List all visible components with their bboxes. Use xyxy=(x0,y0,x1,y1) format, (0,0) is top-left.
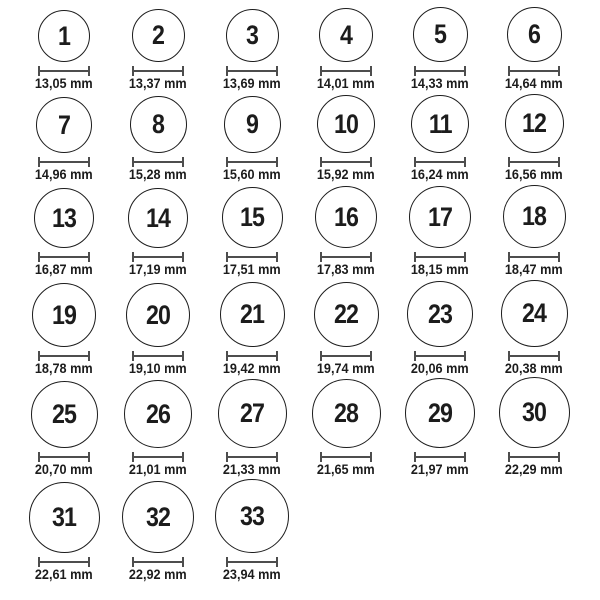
ring-size-number: 9 xyxy=(245,109,259,139)
ring-size-number: 2 xyxy=(151,20,165,50)
diameter-measure-line xyxy=(226,557,278,567)
diameter-measure-line xyxy=(132,66,184,76)
ring-circle xyxy=(411,95,469,153)
ring-size-number: 22 xyxy=(333,299,359,329)
ring-circle xyxy=(36,97,92,153)
diameter-label: 16,56 mm xyxy=(505,167,563,182)
diameter-label: 15,60 mm xyxy=(223,167,281,182)
diameter-measure-line xyxy=(414,351,466,361)
ring-size-item xyxy=(111,380,205,478)
diameter-measure-line xyxy=(132,252,184,262)
ring-size-item xyxy=(17,188,111,278)
diameter-measure-line xyxy=(508,351,560,361)
ring-size-number: 31 xyxy=(51,502,77,532)
diameter-measure-line xyxy=(320,252,372,262)
diameter-measure-line xyxy=(132,157,184,167)
ring-size-number: 30 xyxy=(521,397,547,427)
diameter-label: 19,10 mm xyxy=(129,361,187,376)
ring-size-item xyxy=(205,282,299,377)
ring-size-item xyxy=(17,482,111,583)
ring-circle xyxy=(226,9,279,62)
ring-circle xyxy=(503,185,566,248)
diameter-label: 19,42 mm xyxy=(223,361,281,376)
diameter-label: 21,33 mm xyxy=(223,462,281,477)
ring-size-item xyxy=(111,283,205,377)
diameter-measure-line xyxy=(226,351,278,361)
diameter-measure-line xyxy=(38,66,90,76)
ring-circle xyxy=(312,379,381,448)
diameter-label: 17,19 mm xyxy=(129,262,187,277)
ring-size-item xyxy=(205,9,299,92)
diameter-label: 16,24 mm xyxy=(411,167,469,182)
ring-circle xyxy=(34,188,94,248)
diameter-measure-line xyxy=(320,452,372,462)
ring-circle xyxy=(405,378,475,448)
diameter-measure-line xyxy=(132,452,184,462)
diameter-measure-line xyxy=(226,66,278,76)
diameter-measure-line xyxy=(508,157,560,167)
diameter-label: 22,92 mm xyxy=(129,567,187,582)
ring-size-item xyxy=(17,381,111,478)
size-row xyxy=(17,278,581,377)
ring-size-item xyxy=(393,186,487,278)
diameter-measure-line xyxy=(38,452,90,462)
ring-size-item xyxy=(299,379,393,478)
ring-circle xyxy=(220,282,285,347)
ring-size-number: 23 xyxy=(427,298,453,329)
diameter-measure-line xyxy=(132,557,184,567)
size-row xyxy=(17,377,581,478)
diameter-measure-line xyxy=(414,252,466,262)
ring-size-item xyxy=(487,280,581,377)
ring-size-item xyxy=(299,282,393,377)
ring-size-number: 1 xyxy=(57,20,71,51)
ring-size-number: 16 xyxy=(333,201,359,232)
ring-circle xyxy=(409,186,471,248)
ring-size-item xyxy=(111,188,205,278)
ring-size-number: 12 xyxy=(521,108,547,138)
diameter-label: 18,47 mm xyxy=(505,262,563,277)
ring-circle xyxy=(128,188,188,248)
diameter-label: 15,92 mm xyxy=(317,167,375,182)
ring-circle xyxy=(132,9,185,62)
ring-circle xyxy=(224,96,281,153)
ring-circle xyxy=(314,282,379,347)
diameter-label: 14,96 mm xyxy=(35,167,93,182)
ring-size-number: 24 xyxy=(521,298,547,328)
ring-size-number: 11 xyxy=(428,108,452,139)
ring-circle xyxy=(317,95,375,153)
ring-circle xyxy=(222,187,283,248)
diameter-label: 13,37 mm xyxy=(129,76,187,91)
ring-size-number: 32 xyxy=(145,501,171,532)
diameter-label: 14,33 mm xyxy=(411,76,469,91)
ring-size-number: 26 xyxy=(145,398,171,429)
ring-size-item xyxy=(111,481,205,583)
ring-size-item xyxy=(487,185,581,278)
diameter-measure-line xyxy=(320,157,372,167)
diameter-measure-line xyxy=(226,252,278,262)
ring-circle xyxy=(122,481,194,553)
ring-circle xyxy=(31,381,98,448)
ring-circle xyxy=(499,377,570,448)
diameter-measure-line xyxy=(508,66,560,76)
ring-circle xyxy=(507,7,562,62)
ring-size-item xyxy=(487,94,581,183)
ring-size-number: 33 xyxy=(239,500,265,531)
ring-circle xyxy=(413,7,468,62)
ring-size-item xyxy=(487,377,581,478)
ring-size-number: 13 xyxy=(51,202,77,233)
diameter-label: 20,70 mm xyxy=(35,462,93,477)
size-row xyxy=(17,92,581,183)
diameter-label: 22,29 mm xyxy=(505,462,563,477)
diameter-label: 13,05 mm xyxy=(35,76,93,91)
ring-circle xyxy=(126,283,190,347)
ring-size-item xyxy=(299,8,393,92)
ring-size-number: 29 xyxy=(427,397,453,428)
ring-size-number: 3 xyxy=(245,20,259,50)
diameter-label: 14,01 mm xyxy=(317,76,375,91)
ring-size-number: 14 xyxy=(145,202,171,233)
ring-size-item xyxy=(17,283,111,377)
diameter-measure-line xyxy=(508,452,560,462)
ring-size-item xyxy=(205,96,299,183)
ring-size-item xyxy=(17,97,111,183)
ring-circle xyxy=(218,379,287,448)
ring-size-number: 15 xyxy=(239,202,265,232)
ring-size-number: 4 xyxy=(339,19,353,50)
ring-circle xyxy=(38,10,90,62)
diameter-label: 18,78 mm xyxy=(35,361,93,376)
ring-size-item xyxy=(299,186,393,278)
ring-size-number: 20 xyxy=(145,299,171,330)
ring-size-number: 19 xyxy=(51,299,77,330)
diameter-measure-line xyxy=(414,66,466,76)
diameter-label: 20,38 mm xyxy=(505,361,563,376)
diameter-measure-line xyxy=(414,157,466,167)
diameter-measure-line xyxy=(226,452,278,462)
ring-circle xyxy=(407,281,473,347)
size-row xyxy=(17,478,581,583)
ring-size-item xyxy=(393,95,487,183)
ring-circle xyxy=(501,280,568,347)
diameter-label: 17,51 mm xyxy=(223,262,281,277)
ring-size-item xyxy=(17,10,111,92)
ring-circle xyxy=(315,186,377,248)
diameter-label: 19,74 mm xyxy=(317,361,375,376)
ring-size-item xyxy=(393,281,487,377)
diameter-label: 16,87 mm xyxy=(35,262,93,277)
diameter-measure-line xyxy=(38,157,90,167)
ring-circle xyxy=(124,380,192,448)
ring-circle xyxy=(505,94,564,153)
size-row xyxy=(17,3,581,92)
ring-circle xyxy=(215,479,289,553)
ring-size-number: 27 xyxy=(239,398,265,428)
diameter-measure-line xyxy=(226,157,278,167)
ring-size-item xyxy=(111,9,205,92)
diameter-label: 15,28 mm xyxy=(129,167,187,182)
diameter-measure-line xyxy=(38,557,90,567)
ring-size-item xyxy=(111,96,205,183)
ring-size-item xyxy=(393,7,487,92)
diameter-label: 23,94 mm xyxy=(223,567,281,582)
ring-size-item xyxy=(393,378,487,478)
diameter-label: 13,69 mm xyxy=(223,76,281,91)
ring-size-number: 6 xyxy=(527,19,541,49)
diameter-label: 21,01 mm xyxy=(129,462,187,477)
ring-size-number: 25 xyxy=(51,399,77,429)
diameter-label: 17,83 mm xyxy=(317,262,375,277)
ring-size-number: 28 xyxy=(333,398,359,428)
ring-circle xyxy=(32,283,96,347)
diameter-measure-line xyxy=(38,351,90,361)
ring-size-item xyxy=(205,187,299,278)
ring-size-number: 18 xyxy=(521,201,547,231)
diameter-label: 14,64 mm xyxy=(505,76,563,91)
diameter-label: 21,65 mm xyxy=(317,462,375,477)
diameter-measure-line xyxy=(320,66,372,76)
ring-size-item xyxy=(487,7,581,92)
size-row xyxy=(17,183,581,278)
diameter-measure-line xyxy=(508,252,560,262)
diameter-measure-line xyxy=(414,452,466,462)
ring-size-number: 8 xyxy=(151,109,165,139)
ring-size-number: 10 xyxy=(333,108,359,139)
diameter-label: 21,97 mm xyxy=(411,462,469,477)
ring-size-item xyxy=(205,379,299,478)
ring-circle xyxy=(130,96,187,153)
ring-size-number: 21 xyxy=(239,299,265,329)
diameter-label: 20,06 mm xyxy=(411,361,469,376)
diameter-measure-line xyxy=(132,351,184,361)
diameter-measure-line xyxy=(320,351,372,361)
ring-circle xyxy=(319,8,373,62)
diameter-measure-line xyxy=(38,252,90,262)
ring-size-item xyxy=(299,95,393,183)
ring-size-number: 17 xyxy=(427,201,453,232)
diameter-label: 18,15 mm xyxy=(411,262,469,277)
ring-size-number: 7 xyxy=(57,109,71,140)
ring-size-item xyxy=(205,479,299,583)
ring-circle xyxy=(29,482,100,553)
ring-size-number: 5 xyxy=(433,19,447,49)
diameter-label: 22,61 mm xyxy=(35,567,93,582)
